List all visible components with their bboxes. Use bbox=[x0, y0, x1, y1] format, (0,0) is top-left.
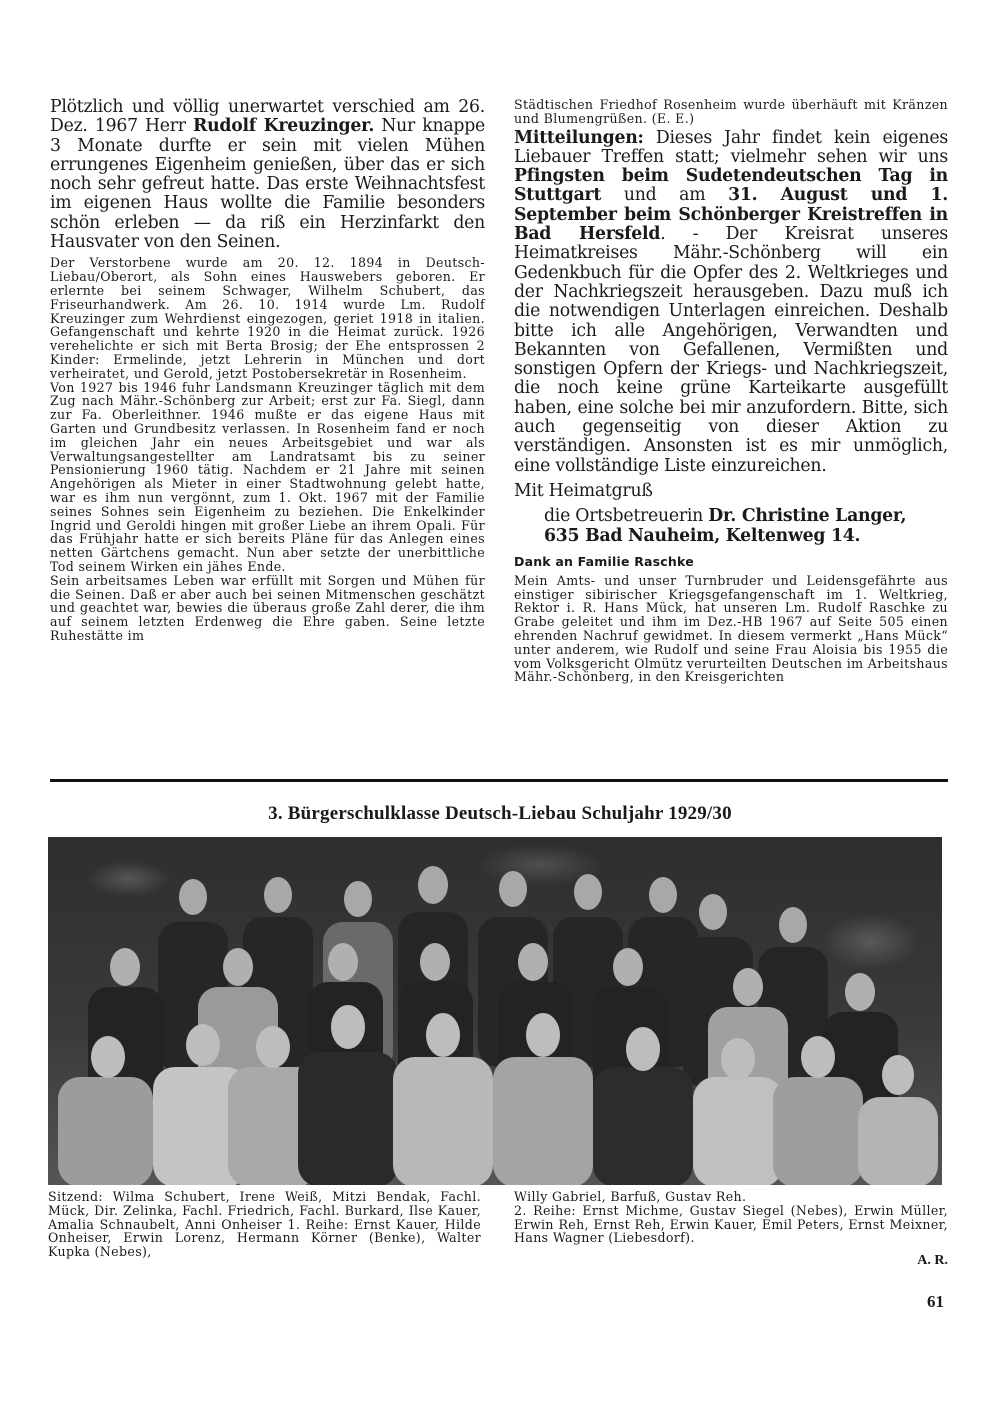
author-initials: A. R. bbox=[917, 1253, 948, 1268]
class-photo-image bbox=[48, 837, 942, 1185]
announcements-paragraph: Mitteilungen: Dieses Jahr findet kein eigenes Liebauer Treffen statt; vielmehr sehen wir uns Pfingsten beim Sudetendeutschen Tag in Stuttgart und am 31. August und 1. September beim Schönberger Kreistreffen in Bad Hersfeld. - Der Kreisrat unseres Heimatkreises Mähr.-Schönberg will ein Gedenkbuch für die Opfer des 2. Weltkrieges und der Nachkriegszeit herausgeben. Dazu muß ich die notwendigen Unterlagen einreichen. Deshalb bitte ich alle Angehörigen, Verwandten und Bekannten von Gefallenen, Vermißten und sonstigen Opfern der Kriegs- und Nachkriegszeit, die noch keine grüne Karteikarte ausgefüllt haben, eine solche bei mir anzufordern. Bitte, sich auch gegenseitig von dieser Aktion zu verständigen. Ansonsten ist es mir unmöglich, eine vollständige Liste einzureichen. bbox=[514, 127, 948, 476]
signature: die Ortsbetreuerin Dr. Christine Langer, 635 Bad Nauheim, Keltenweg 14. bbox=[544, 506, 907, 546]
section-divider bbox=[50, 779, 948, 782]
obituary-paragraph: Sein arbeitsames Leben war erfüllt mit Sorgen und Mühen für die Seinen. Daß er aber auch bei seinen Mitmenschen geschätzt und geachtet war, bewies die überaus große Zahl derer, die ihm auf seinem letzten Erdenweg die Ehre gaben. Seine letzte Ruhestätte im bbox=[50, 572, 485, 643]
caption-line: 2. Reihe: Ernst Michme, Gustav Siegel (Nebes), Erwin Müller, Erwin Reh, Ernst Reh, Erwin Kauer, Emil Peters, Ernst Meixner, Hans Wagner (Liebesdorf). bbox=[514, 1202, 948, 1246]
photo-title: 3. Bürgerschulklasse Deutsch-Liebau Schuljahr 1929/30 bbox=[268, 803, 732, 824]
deceased-name: Rudolf Kreuzinger. bbox=[192, 116, 375, 137]
announcements-label: Mitteilungen: bbox=[514, 127, 644, 148]
photo-caption-right bbox=[514, 1190, 948, 1245]
thanks-paragraph: Mein Amts- und unser Turnbruder und Leidensgefährte aus einstiger sibirischer Kriegsgefangenschaft im 1. Weltkrieg, Rektor i. R. Hans Mück, hat unseren Lm. Rudolf Raschke zu Grabe geleitet und ihm im Dez.-HB 1967 auf Seite 505 einen ehrenden Nachruf gewidmet. In diesem vermerkt „Hans Mück“ unter anderem, wie Rudolf und seine Frau Aloisia bis 1955 die vom Volksgericht Olmütz verurteilten Deutschen im Arbeitshaus Mähr.-Schönberg, in den Kreisgerichten bbox=[514, 572, 948, 685]
page-number: 61 bbox=[927, 1292, 944, 1311]
obituary-continuation: Städtischen Friedhof Rosenheim wurde überhäuft mit Kränzen und Blumengrüßen. (E. E.) bbox=[514, 97, 948, 126]
photo-caption-left: Sitzend: Wilma Schubert, Irene Weiß, Mitzi Bendak, Fachl. Mück, Dir. Zelinka, Fachl. Friedrich, Fachl. Burkard, Ilse Kauer, Amalia Schnaubelt, Anni Onheiser 1. Reihe: Ernst Kauer, Hilde Onheiser, Erwin Lorenz, Hermann Körner (Benke), Walter Kupka (Nebes), bbox=[48, 1189, 481, 1260]
left-column bbox=[50, 98, 485, 643]
right-column bbox=[514, 98, 948, 684]
class-photo bbox=[48, 837, 942, 1185]
signature-address: 635 Bad Nauheim, Keltenweg 14. bbox=[544, 525, 861, 546]
obituary-paragraph: Von 1927 bis 1946 fuhr Landsmann Kreuzinger täglich mit dem Zug nach Mähr.-Schönberg zur Arbeit; erst zur Fa. Siegl, dann zur Fa. Oberleithner. 1946 mußte er das eigene Haus mit Garten und Grundbesitz verlassen. In Rosenheim fand er noch im gleichen Jahr ein neues Arbeitsgebiet und war als Verwaltungsangestellter am Landratsamt bis zu seiner Pensionierung 1960 tätig. Nachdem er 21 Jahre mit seinen Angehörigen als Mieter in einer Stadtwohnung gelebt hatte, war es ihm nun vergönnt, zum 1. Okt. 1967 mit der Familie seines Sohnes sein Eigenheim zu beziehen. Die Enkelkinder Ingrid und Geroldi hingen mit großer Liebe an ihrem Opali. Für das Frühjahr hatte er sich bereits Pläne für das Anlegen eines netten Gärtchens gemacht. Nun aber setzte der unerbittliche Tod seinem Wirken ein jähes Ende. bbox=[50, 379, 485, 574]
signature-name: Dr. Christine Langer, bbox=[708, 506, 907, 527]
caption-line: Willy Gabriel, Barfuß, Gustav Reh. bbox=[514, 1189, 747, 1204]
obituary-intro: Plötzlich und völlig unerwartet verschied am 26. Dez. 1967 Herr Rudolf Kreuzinger. Nur knappe 3 Monate durfte er sein mit vielen Mühen errungenes Eigenheim genießen, über das er sich noch sehr gefreut hatte. Das erste Weihnachtsfest im eigenen Haus wollte die Familie besonders schön erleben — da riß ein Herzinfarkt den Hausvater von den Seinen. bbox=[50, 97, 485, 253]
obituary-paragraph: Der Verstorbene wurde am 20. 12. 1894 in Deutsch-Liebau/Oberort, als Sohn eines Hauswebers geboren. Er erlernte bei seinem Schwager, Wilhelm Schubert, das Friseurhandwerk. Am 26. 10. 1914 wurde Lm. Rudolf Kreuzinger zum Wehrdienst eingezogen, geriet 1918 in italien. Gefangenschaft und kehrte 1920 in die Heimat zurück. 1926 verehelichte er sich mit Berta Brosig; der Ehe entsprossen 2 Kinder: Ermelinde, jetzt Lehrerin in München und dort verheiratet, und Gerold, jetzt Postobersekretär in Rosenheim. bbox=[50, 255, 485, 381]
section-heading: Dank an Familie Raschke bbox=[514, 553, 694, 569]
greeting: Mit Heimatgruß bbox=[514, 480, 653, 501]
